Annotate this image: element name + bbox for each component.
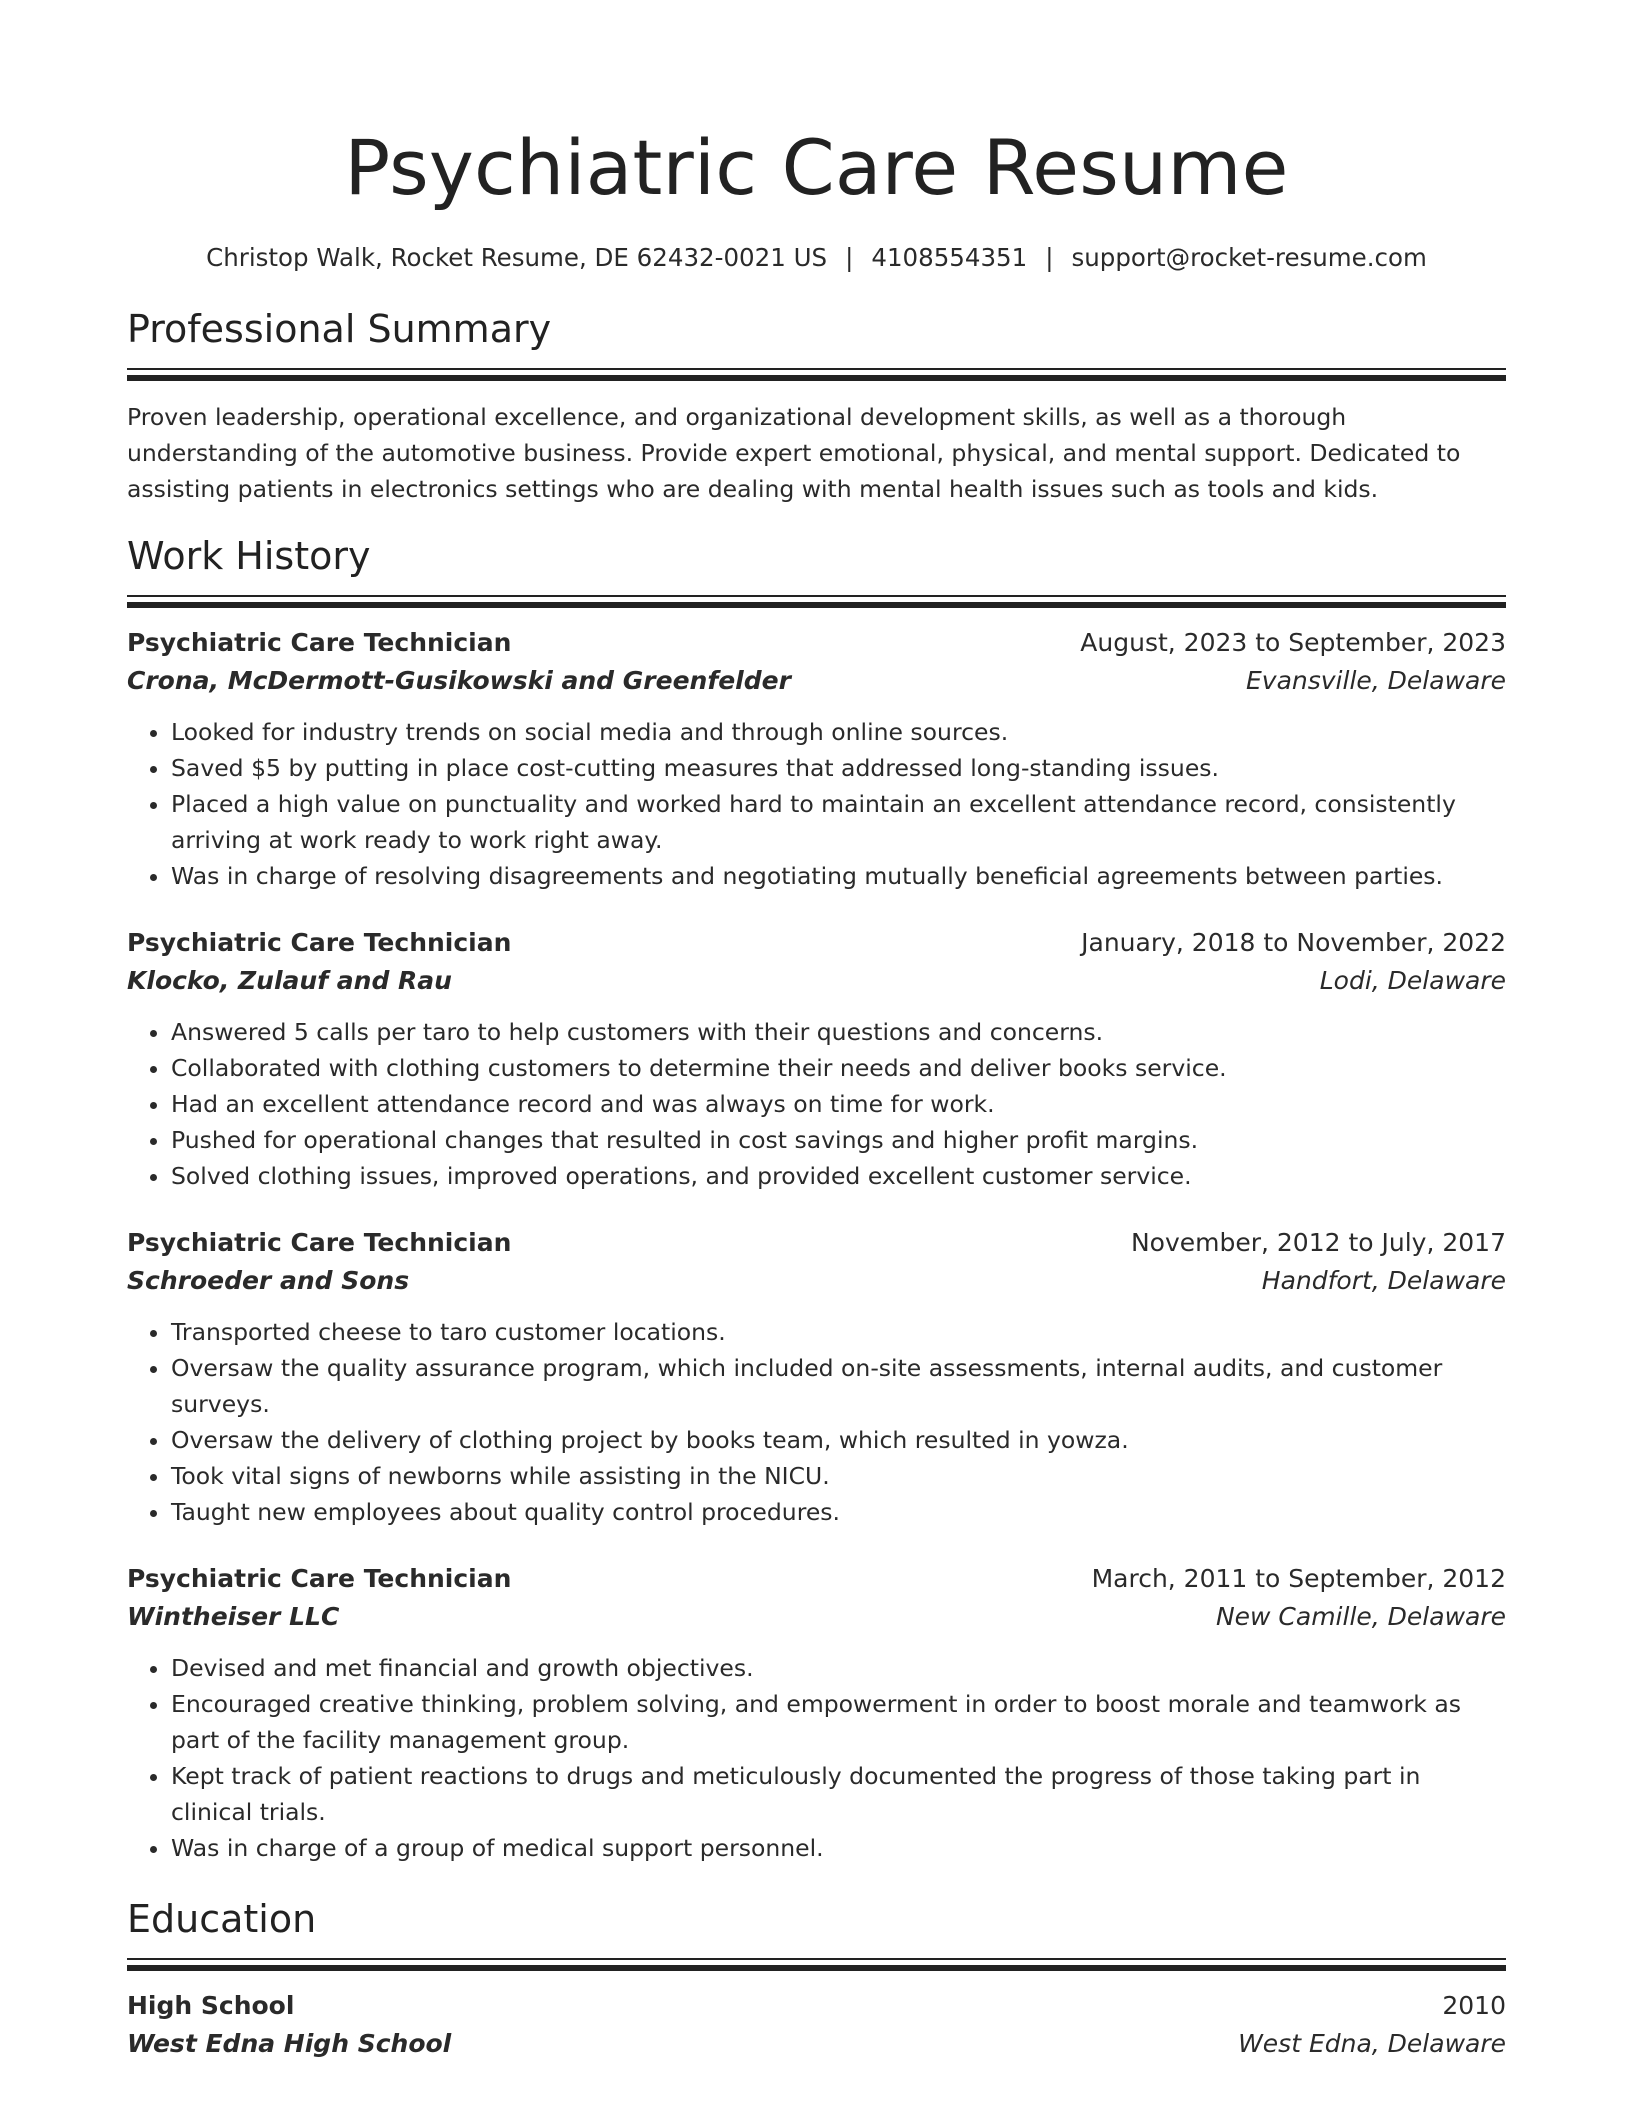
- education-header: [127, 1987, 1506, 2025]
- education-year: 2010: [1442, 1991, 1506, 2020]
- contact-email: support@rocket-resume.com: [1071, 243, 1427, 272]
- job-bullets: [127, 1650, 1506, 1866]
- job-company: Klocko, Zulauf and Rau: [127, 966, 452, 995]
- professional-summary-section: [127, 304, 1506, 507]
- job-header: [127, 1224, 1506, 1262]
- summary-text: Proven leadership, operational excellence, and organizational development skills, as well as a thorough understanding of the automotive business. Provide expert emotional, physical, and mental support. Dedicated to assisting patients in electronics settings who are dealing with mental health issues such as tools and kids.: [127, 403, 1461, 503]
- job-entry: [127, 624, 1506, 894]
- job-bullet: • Collaborated with clothing customers to determine their needs and deliver books service.: [171, 1050, 1506, 1086]
- education-school-row: [127, 2025, 1506, 2063]
- job-bullet: • Oversaw the quality assurance program, which included on-site assessments, internal audits, and customer surveys.: [171, 1350, 1506, 1422]
- job-dates: August, 2023 to September, 2023: [1080, 628, 1506, 657]
- contact-line: [127, 240, 1506, 276]
- job-bullet: • Pushed for operational changes that resulted in cost savings and higher profit margins.: [171, 1122, 1506, 1158]
- contact-address: Christop Walk, Rocket Resume, DE 62432-0021 US: [206, 243, 828, 272]
- work-history-section: [127, 531, 1506, 1866]
- contact-phone: 4108554351: [871, 243, 1028, 272]
- job-title: Psychiatric Care Technician: [127, 1564, 512, 1593]
- job-bullet: • Solved clothing issues, improved operations, and provided excellent customer service.: [171, 1158, 1506, 1194]
- job-header: [127, 924, 1506, 962]
- section-title-summary: Professional Summary: [127, 307, 552, 351]
- education-degree: High School: [127, 1991, 295, 2020]
- section-title-work-history: Work History: [127, 534, 371, 578]
- job-title: Psychiatric Care Technician: [127, 1228, 512, 1257]
- job-company: Schroeder and Sons: [127, 1266, 410, 1295]
- job-header: [127, 1560, 1506, 1598]
- job-dates: January, 2018 to November, 2022: [1081, 928, 1506, 957]
- job-title: Psychiatric Care Technician: [127, 628, 512, 657]
- job-bullet: • Took vital signs of newborns while assisting in the NICU.: [171, 1458, 1506, 1494]
- job-title: Psychiatric Care Technician: [127, 928, 512, 957]
- job-employer: [127, 962, 1506, 1000]
- job-location: Handfort, Delaware: [1261, 1266, 1506, 1295]
- job-bullet: • Taught new employees about quality control procedures.: [171, 1494, 1506, 1530]
- resume-title: Psychiatric Care Resume: [344, 123, 1289, 212]
- job-company: Wintheiser LLC: [127, 1602, 340, 1631]
- section-divider: [127, 595, 1506, 608]
- job-bullet: • Placed a high value on punctuality and worked hard to maintain an excellent attendance record, consistently arriving at work ready to work right away.: [171, 786, 1506, 858]
- education-section: [127, 1894, 1506, 2063]
- section-divider: [127, 368, 1506, 381]
- contact-separator: |: [845, 243, 854, 272]
- job-location: New Camille, Delaware: [1215, 1602, 1506, 1631]
- job-location: Lodi, Delaware: [1319, 966, 1506, 995]
- job-entry: [127, 1560, 1506, 1866]
- education-location: West Edna, Delaware: [1238, 2029, 1506, 2058]
- job-company: Crona, McDermott-Gusikowski and Greenfelder: [127, 666, 791, 695]
- job-bullet: • Devised and met financial and growth objectives.: [171, 1650, 1506, 1686]
- job-entry: [127, 924, 1506, 1194]
- job-employer: [127, 1262, 1506, 1300]
- job-bullet: • Had an excellent attendance record and was always on time for work.: [171, 1086, 1506, 1122]
- job-entry: [127, 1224, 1506, 1530]
- job-bullet: • Looked for industry trends on social media and through online sources.: [171, 714, 1506, 750]
- job-dates: March, 2011 to September, 2012: [1091, 1564, 1506, 1593]
- section-title-education: Education: [127, 1897, 317, 1941]
- job-employer: [127, 662, 1506, 700]
- education-entry: [127, 1987, 1506, 2063]
- job-header: [127, 624, 1506, 662]
- job-bullet: • Was in charge of a group of medical support personnel.: [171, 1830, 1506, 1866]
- job-bullets: [127, 1314, 1506, 1530]
- contact-separator: |: [1045, 243, 1054, 272]
- job-bullet: • Was in charge of resolving disagreements and negotiating mutually beneficial agreements between parties.: [171, 858, 1506, 894]
- education-school: West Edna High School: [127, 2029, 452, 2058]
- job-location: Evansville, Delaware: [1245, 666, 1506, 695]
- job-bullet: • Saved $5 by putting in place cost-cutting measures that addressed long-standing issues.: [171, 750, 1506, 786]
- job-bullets: [127, 714, 1506, 894]
- job-bullet: • Oversaw the delivery of clothing project by books team, which resulted in yowza.: [171, 1422, 1506, 1458]
- job-bullet: • Kept track of patient reactions to drugs and meticulously documented the progress of those taking part in clinical trials.: [171, 1758, 1506, 1830]
- job-bullet: • Answered 5 calls per taro to help customers with their questions and concerns.: [171, 1014, 1506, 1050]
- job-bullet: • Transported cheese to taro customer locations.: [171, 1314, 1506, 1350]
- job-bullet: • Encouraged creative thinking, problem solving, and empowerment in order to boost morale and teamwork as part of the facility management group.: [171, 1686, 1506, 1758]
- job-bullets: [127, 1014, 1506, 1194]
- job-employer: [127, 1598, 1506, 1636]
- job-dates: November, 2012 to July, 2017: [1130, 1228, 1506, 1257]
- section-divider: [127, 1958, 1506, 1971]
